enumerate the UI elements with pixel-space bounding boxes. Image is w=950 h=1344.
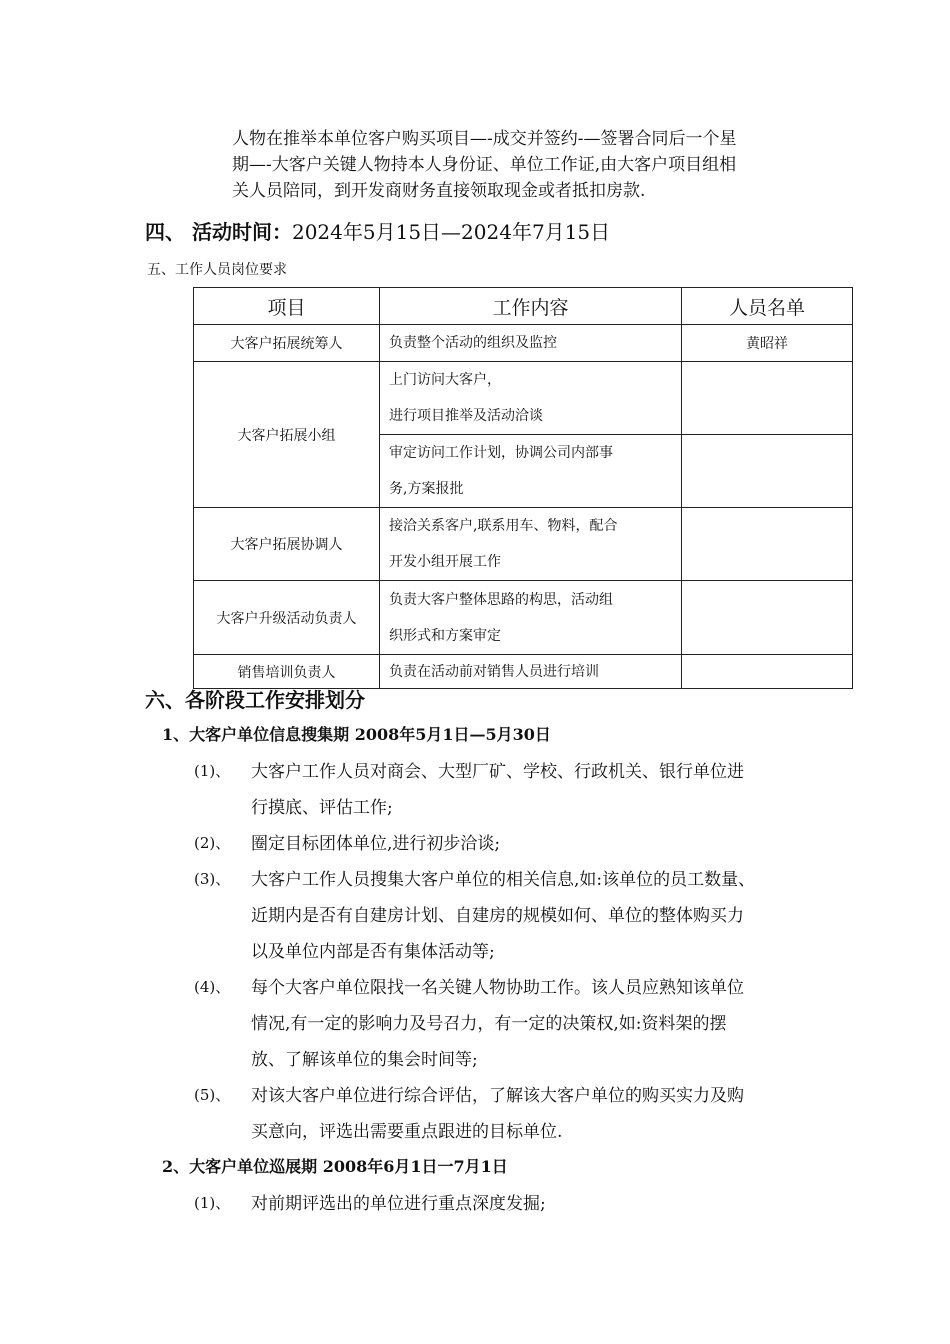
item-number: (4)、: [194, 978, 231, 996]
item-number: (3)、: [194, 870, 231, 888]
item-line: 情况,有一定的影响力及号召力，有一定的决策权,如:资料架的摆: [251, 1014, 727, 1034]
content-line: 接洽关系客户,联系用车、物料，配合: [389, 518, 618, 534]
content-line: 上门访问大客户，: [389, 372, 501, 388]
section5-heading: 五、工作人员岗位要求: [147, 262, 287, 278]
project-cell: 大客户拓展统筹人: [194, 325, 380, 362]
names-cell: [682, 581, 853, 655]
content-cell: 负责整个活动的组织及监控: [380, 325, 682, 362]
item-line: 近期内是否有自建房计划、自建房的规模如何、单位的整体购买力: [251, 906, 744, 926]
project-cell: 大客户拓展协调人: [194, 508, 380, 581]
content-line: 进行项目推举及活动洽谈: [389, 408, 543, 424]
item-line: 大客户工作人员对商会、大型厂矿、学校、行政机关、银行单位进: [251, 762, 744, 782]
table-header-row: [194, 288, 853, 325]
intro-line: 关人员陪同，到开发商财务直接领取现金或者抵扣房款.: [232, 181, 646, 201]
content-cell: [380, 435, 682, 508]
table-row: [194, 325, 853, 362]
section4-time: 2024年5月15日—2024年7月15日: [291, 220, 611, 244]
item-number: (5)、: [194, 1086, 231, 1104]
names-cell: [682, 435, 853, 508]
item-line: 每个大客户单位限找一名关键人物协助工作。该人员应熟知该单位: [251, 978, 744, 998]
intro-line: 人物在推举本单位客户购买项目—-成交并签约-—签署合同后一个星: [232, 129, 737, 149]
content-line: 审定访问工作计划，协调公司内部事: [389, 445, 613, 461]
staff-table: [193, 287, 853, 689]
item-line: 圈定目标团体单位,进行初步洽谈;: [251, 834, 501, 854]
names-cell: 黄昭祥: [682, 325, 853, 362]
table-row: [194, 581, 853, 655]
item-number: (1)、: [194, 762, 231, 780]
project-cell: 大客户拓展小组: [194, 362, 380, 508]
item-line: 放、了解该单位的集会时间等;: [251, 1050, 478, 1070]
item-line: 以及单位内部是否有集体活动等;: [251, 942, 495, 962]
table-row: [194, 362, 853, 435]
content-line: 务,方案报批: [389, 481, 464, 497]
item-number: (2)、: [194, 834, 231, 852]
intro-line: 期—-大客户关键人物持本人身份证、单位工作证,由大客户项目组相: [232, 155, 737, 175]
phase2-heading: 2、大客户单位巡展期 2008年6月1日一7月1日: [162, 1157, 508, 1176]
item-line: 行摸底、评估工作;: [251, 798, 393, 818]
section4-heading: [145, 216, 610, 245]
content-line: 织形式和方案审定: [389, 627, 501, 644]
content-cell: [380, 508, 682, 581]
item-line: 对该大客户单位进行综合评估，了解该大客户单位的购买实力及购: [251, 1086, 744, 1106]
section6-heading: 六、各阶段工作安排划分: [145, 688, 365, 712]
project-cell: 销售培训负责人: [194, 655, 380, 689]
content-cell: [380, 581, 682, 655]
item-line: 大客户工作人员搜集大客户单位的相关信息,如:该单位的员工数量、: [251, 870, 756, 890]
section4-label: 四、 活动时间：: [145, 220, 292, 244]
header-project: 项目: [194, 288, 380, 325]
phase1-heading: 1、大客户单位信息搜集期 2008年5月1日—5月30日: [162, 725, 551, 744]
names-cell: [682, 655, 853, 689]
content-line: 负责大客户整体思路的构思，活动组: [389, 591, 613, 608]
header-names: 人员名单: [682, 288, 853, 325]
item-line: 买意向，评选出需要重点跟进的目标单位.: [251, 1122, 563, 1142]
project-cell: 大客户升级活动负责人: [194, 581, 380, 655]
header-content: 工作内容: [380, 288, 682, 325]
names-cell: [682, 362, 853, 435]
content-cell: [380, 362, 682, 435]
item-line: 对前期评选出的单位进行重点深度发掘;: [251, 1194, 546, 1214]
content-line: 开发小组开展工作: [389, 554, 501, 570]
names-cell: [682, 508, 853, 581]
item-number: (1)、: [194, 1194, 231, 1212]
table-row: [194, 508, 853, 581]
content-cell: 负责在活动前对销售人员进行培训: [380, 655, 682, 689]
